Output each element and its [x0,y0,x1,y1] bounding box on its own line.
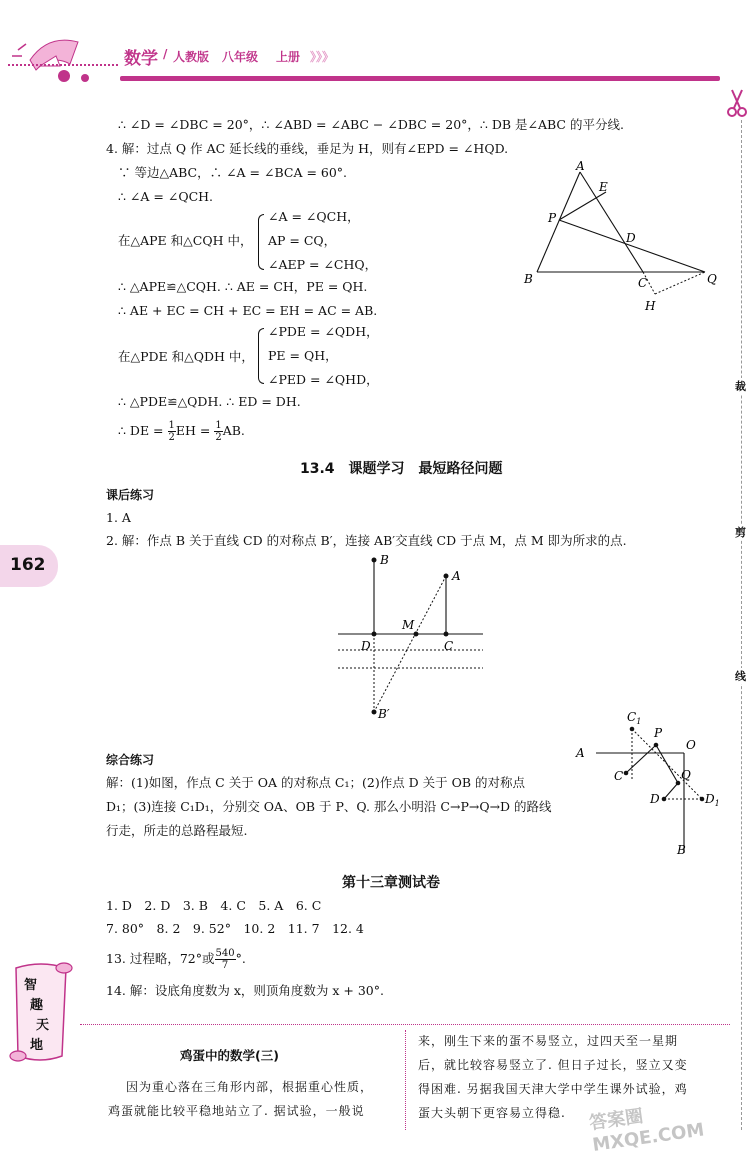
line-2: 4. 解：过点 Q 作 AC 延长线的垂线，垂足为 H，则有∠EPD = ∠HQD. [106,141,509,156]
subsection-comprehensive: 综合练习 [106,753,155,767]
fig1-label-Q: Q [707,272,717,286]
system-1-row-3: ∠AEP = ∠CHQ， [268,257,378,272]
header-volume: 上册 [276,50,301,64]
header-edition: 人教版 [173,50,210,64]
cut-mark-3: 线 [735,670,746,683]
comprehensive-line-2: D₁；(3)连接 C₁D₁，分别交 OA、OB 于 P、Q. 那么小明沿 C→P→Q→D 的路线 [106,799,552,814]
test-row-3 [106,948,246,971]
story-left-line-1: 因为重心落在三角形内部，根据重心性质， [126,1080,374,1094]
header-rule [120,76,720,81]
fig1-label-P: P [548,211,557,225]
watermark: 答案圈 MXQE.COM [588,1105,706,1156]
fig3-label-O: O [686,738,696,752]
fig1-label-D: D [626,231,636,245]
fig3-label-C: C [614,769,624,783]
fraction-half-1: $\frac{1}{2}$ [168,420,175,443]
scroll-char-4: 地 [30,1038,44,1053]
line-8-a: ∴ DE = [118,423,168,438]
fig2-label-B: B [380,553,389,567]
header-subject: 数学 [124,49,158,69]
fig3-label-D: D [650,792,660,806]
story-left-line-2: 鸡蛋就能比较平稳地站立了. 据试验，一般说 [108,1104,365,1118]
story-title: 鸡蛋中的数学(三) [180,1048,279,1063]
fraction-540-7: $\frac{540}{7}$ [215,948,235,971]
cut-mark-2: 剪 [735,526,746,539]
line-1: ∴ ∠D = ∠DBC = 20°，∴ ∠ABD = ∠ABC − ∠DBC = 20°，∴ DB 是∠ABC 的平分线. [118,117,624,132]
scroll-char-2: 趣 [30,998,44,1013]
fig1-label-B: B [524,272,533,286]
story-right-line-2: 后，就比较容易竖立了. 但日子过长，竖立又变 [418,1058,688,1072]
subsection-homework: 课后练习 [106,488,155,502]
story-divider [80,1024,730,1025]
system-1-row-1: ∠A = ∠QCH， [268,209,360,224]
fig2-label-A: A [452,569,461,583]
system-1-row-2: AP = CQ， [268,233,337,248]
line-8-b: EH = [175,423,215,438]
system-2-row-1: ∠PDE = ∠QDH， [268,324,379,339]
comprehensive-line-3: 行走，所走的总路程最短. [106,823,248,838]
fig3-label-D1: $D_1$ [705,792,720,808]
figure-shortest-path [328,550,493,720]
system-1-lead: 在△APE 和△CQH 中， [118,233,253,248]
header-slash: / [163,47,168,61]
line-6: ∴ AE + EC = CH + EC = EH = AC = AB. [118,303,378,318]
test-row-1: 1. D 2. D 3. B 4. C 5. A 6. C [106,898,322,913]
header-dots [8,64,118,66]
figure-triangle [515,160,730,320]
line-4: ∴ ∠A = ∠QCH. [118,189,214,204]
system-2-row-3: ∠PED = ∠QHD， [268,372,379,387]
scroll-char-3: 天 [36,1018,50,1033]
line-5: ∴ △APE≌△CQH. ∴ AE = CH，PE = QH. [118,279,368,294]
test-row-2: 7. 80° 8. 2 9. 52° 10. 2 11. 7 12. 4 [106,921,364,936]
story-right-line-1: 来，刚生下来的蛋不易竖立，过四天至一星期 [418,1034,679,1048]
fig1-label-H: H [645,299,656,313]
scissors-icon [726,88,748,118]
fig1-label-E: E [599,180,608,194]
section-title-13-4: 13.4 课题学习 最短路径问题 [300,461,503,477]
system-2-brace [258,328,264,384]
test-row-3-a: 13. 过程略，72°或 [106,951,215,966]
header-grade: 八年级 [222,50,259,64]
story-right-line-3: 得困难. 另据我国天津大学中学生课外试验，鸡 [418,1082,688,1096]
answer-1: 1. A [106,510,131,525]
header-decoration-icon [0,20,120,90]
fig2-label-D: D [361,639,371,653]
fraction-half-2: $\frac{1}{2}$ [215,420,222,443]
fig1-label-C: C [638,276,648,290]
fig3-label-C1: $C_1$ [627,710,642,726]
fig2-label-Bp: B′ [378,707,390,720]
answer-2: 2. 解：作点 B 关于直线 CD 的对称点 B′，连接 AB′交直线 CD 于点 M，点 M 即为所求的点. [106,533,627,548]
fig3-label-P: P [654,726,663,740]
line-8-c: AB. [222,423,245,438]
story-right-line-4: 蛋大头朝下更容易立得稳. [418,1106,566,1120]
line-3: ∵ 等边△ABC，∴ ∠A = ∠BCA = 60°. [118,165,348,180]
system-2-row-2: PE = QH， [268,348,338,363]
system-1-brace [258,214,264,270]
story-column-divider [405,1030,406,1130]
header-arrows: 》》》 [310,50,335,64]
figure-path-cpqd [574,705,734,860]
test-row-4: 14. 解：设底角度数为 x，则顶角度数为 x + 30°. [106,983,384,998]
fig3-label-B: B [677,843,686,857]
page-number: 162 [10,555,46,575]
fig2-label-M: M [402,618,415,632]
test-row-3-b: °. [235,951,246,966]
fig1-label-A: A [576,160,585,173]
chapter-test-title: 第十三章测试卷 [342,875,440,891]
fig3-label-A: A [576,746,585,760]
system-2-lead: 在△PDE 和△QDH 中， [118,349,254,364]
comprehensive-line-1: 解：(1)如图，作点 C 关于 OA 的对称点 C₁；(2)作点 D 关于 OB 的对称点 [106,775,526,790]
fig2-label-C: C [444,639,454,653]
line-8 [118,420,245,443]
cut-mark-1: 裁 [735,380,746,393]
fig3-label-Q: Q [681,768,691,782]
scroll-char-1: 智 [24,978,38,993]
line-7: ∴ △PDE≌△QDH. ∴ ED = DH. [118,394,301,409]
cut-line [741,120,742,1130]
